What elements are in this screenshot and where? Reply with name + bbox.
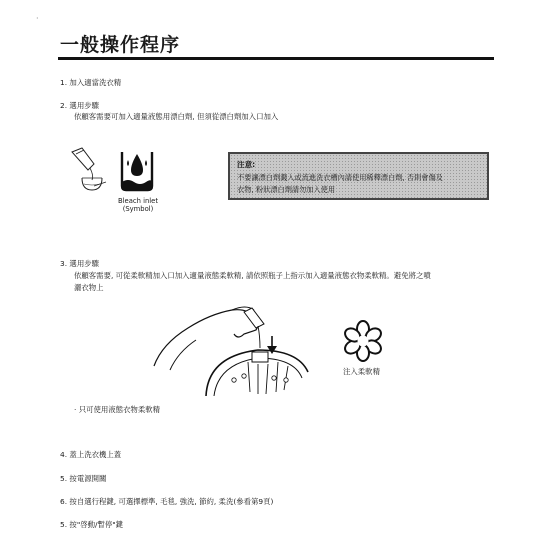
- caution-text: [237, 172, 487, 196]
- step-1: [60, 77, 121, 88]
- step-2-detail: 依顧客需要可加入適量液態用漂白劑, 但須從漂白劑加入口加入: [74, 112, 279, 121]
- step-3-text: 選用步驟: [69, 259, 99, 268]
- caution-line-2: 衣物, 粉狀漂白劑請勿加入使用: [237, 185, 336, 194]
- step-4: [60, 449, 121, 460]
- step-3-detail-line-2: 灑衣物上: [74, 283, 104, 292]
- caution-line-1: 不要讓漂白劑濺入或流進洗衣槽內請使用稀釋漂白劑, 否則會傷及: [237, 173, 443, 182]
- page-title: 一般操作程序: [60, 34, 181, 56]
- bleach-pour-icon: [68, 146, 112, 196]
- step-3-detail-line-1: 依顧客需要, 可從柔軟精加入口加入適量液態柔軟精, 請依照瓶子上指示加入適量液態衣物柔軟精。避免將之噴: [74, 271, 431, 280]
- caution-box: [228, 152, 489, 200]
- step-4-text: 蓋上洗衣機上蓋: [69, 450, 122, 459]
- step-5-text: 按電源開關: [69, 474, 107, 483]
- title-underline: [58, 57, 494, 60]
- step-3: [60, 258, 99, 269]
- scan-speck: ·: [36, 14, 39, 23]
- step-4-number: 4.: [60, 450, 68, 459]
- softener-flower-symbol-icon: [342, 320, 384, 362]
- step-6-number: 6.: [60, 497, 68, 506]
- bleach-caption-line1: Bleach inlet: [117, 197, 159, 205]
- softener-note: · 只可使用液態衣物柔軟精: [74, 405, 160, 414]
- step-2-number: 2.: [60, 101, 68, 110]
- step-7: [60, 519, 123, 530]
- step-5: [60, 473, 106, 484]
- step-2: [60, 100, 99, 111]
- step-2-text: 選用步驟: [69, 101, 99, 110]
- step-3-number: 3.: [60, 259, 68, 268]
- step-1-text: 加入適當洗衣精: [69, 78, 122, 87]
- step-7-number: 5.: [60, 520, 68, 529]
- bleach-caption-line2: (Symbol): [122, 205, 154, 213]
- caution-title: 注意:: [237, 160, 256, 169]
- bleach-inlet-caption: [110, 197, 166, 213]
- step-7-text: 按"啓動/暫停"鍵: [69, 520, 124, 529]
- step-6-text: 按自選行程鍵, 可選擇標準, 毛毯, 強洗, 節約, 柔洗(參看第9頁): [69, 497, 274, 506]
- bleach-inlet-symbol-icon: [116, 146, 158, 194]
- step-6: [60, 496, 273, 507]
- softener-pour-illustration: [148, 300, 313, 398]
- softener-caption: 注入柔軟精: [343, 367, 380, 376]
- step-1-number: 1.: [60, 78, 68, 87]
- step-5-number: 5.: [60, 474, 68, 483]
